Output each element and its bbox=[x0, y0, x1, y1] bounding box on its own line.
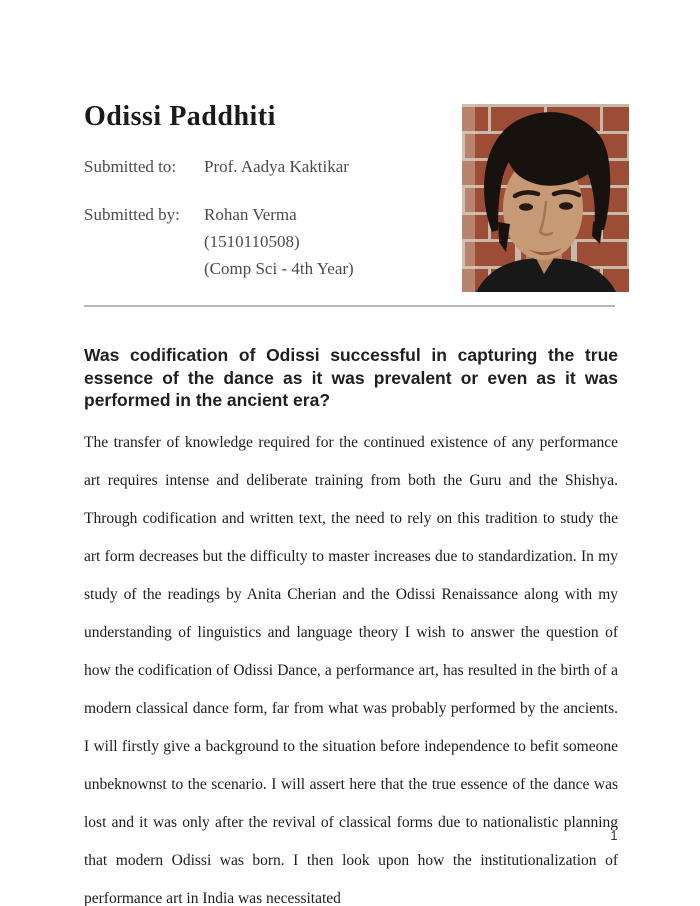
page-title: Odissi Paddhiti bbox=[84, 100, 276, 132]
submitted-to-label: Submitted to: bbox=[84, 157, 177, 176]
submitted-to-value: Prof. Aadya Kaktikar bbox=[204, 157, 349, 176]
horizontal-divider bbox=[84, 305, 615, 307]
page-number: 1 bbox=[610, 828, 618, 843]
submitted-by-roll-number: (1510110508) bbox=[204, 232, 300, 251]
submitted-by-label: Submitted by: bbox=[84, 205, 180, 224]
question-heading: Was codification of Odissi successful in capturing the true essence of the dance as it was prevalent or even as it was performed in the ancient era? bbox=[84, 345, 618, 410]
body-paragraph: The transfer of knowledge required for the continued existence of any performance art requires intense and deliberate training from both the Guru and the Shishya. Through codification and written text, the need to rely on this tradition to study the art form decreases but the difficulty to master increases due to standardization. In my study of the readings by Anita Cherian and the Odissi Renaissance along with my understanding of linguistics and language theory I wish to answer the question of how the codification of Odissi Dance, a performance art, has resulted in the birth of a modern classical dance form, far from what was probably performed by the ancients. I will firstly give a background to the situation before independence to befit someone unbeknownst to the scenario. I will assert here that the true essence of the dance was lost and it was only after the revival of classical forms due to nationalistic planning that modern Odissi was born. I then look upon how the institutionalization of performance art in India was necessitated bbox=[84, 434, 618, 906]
student-portrait-photo bbox=[462, 104, 629, 292]
submitted-by-value: Rohan Verma bbox=[204, 205, 297, 224]
submitted-by-program: (Comp Sci - 4th Year) bbox=[204, 259, 354, 278]
